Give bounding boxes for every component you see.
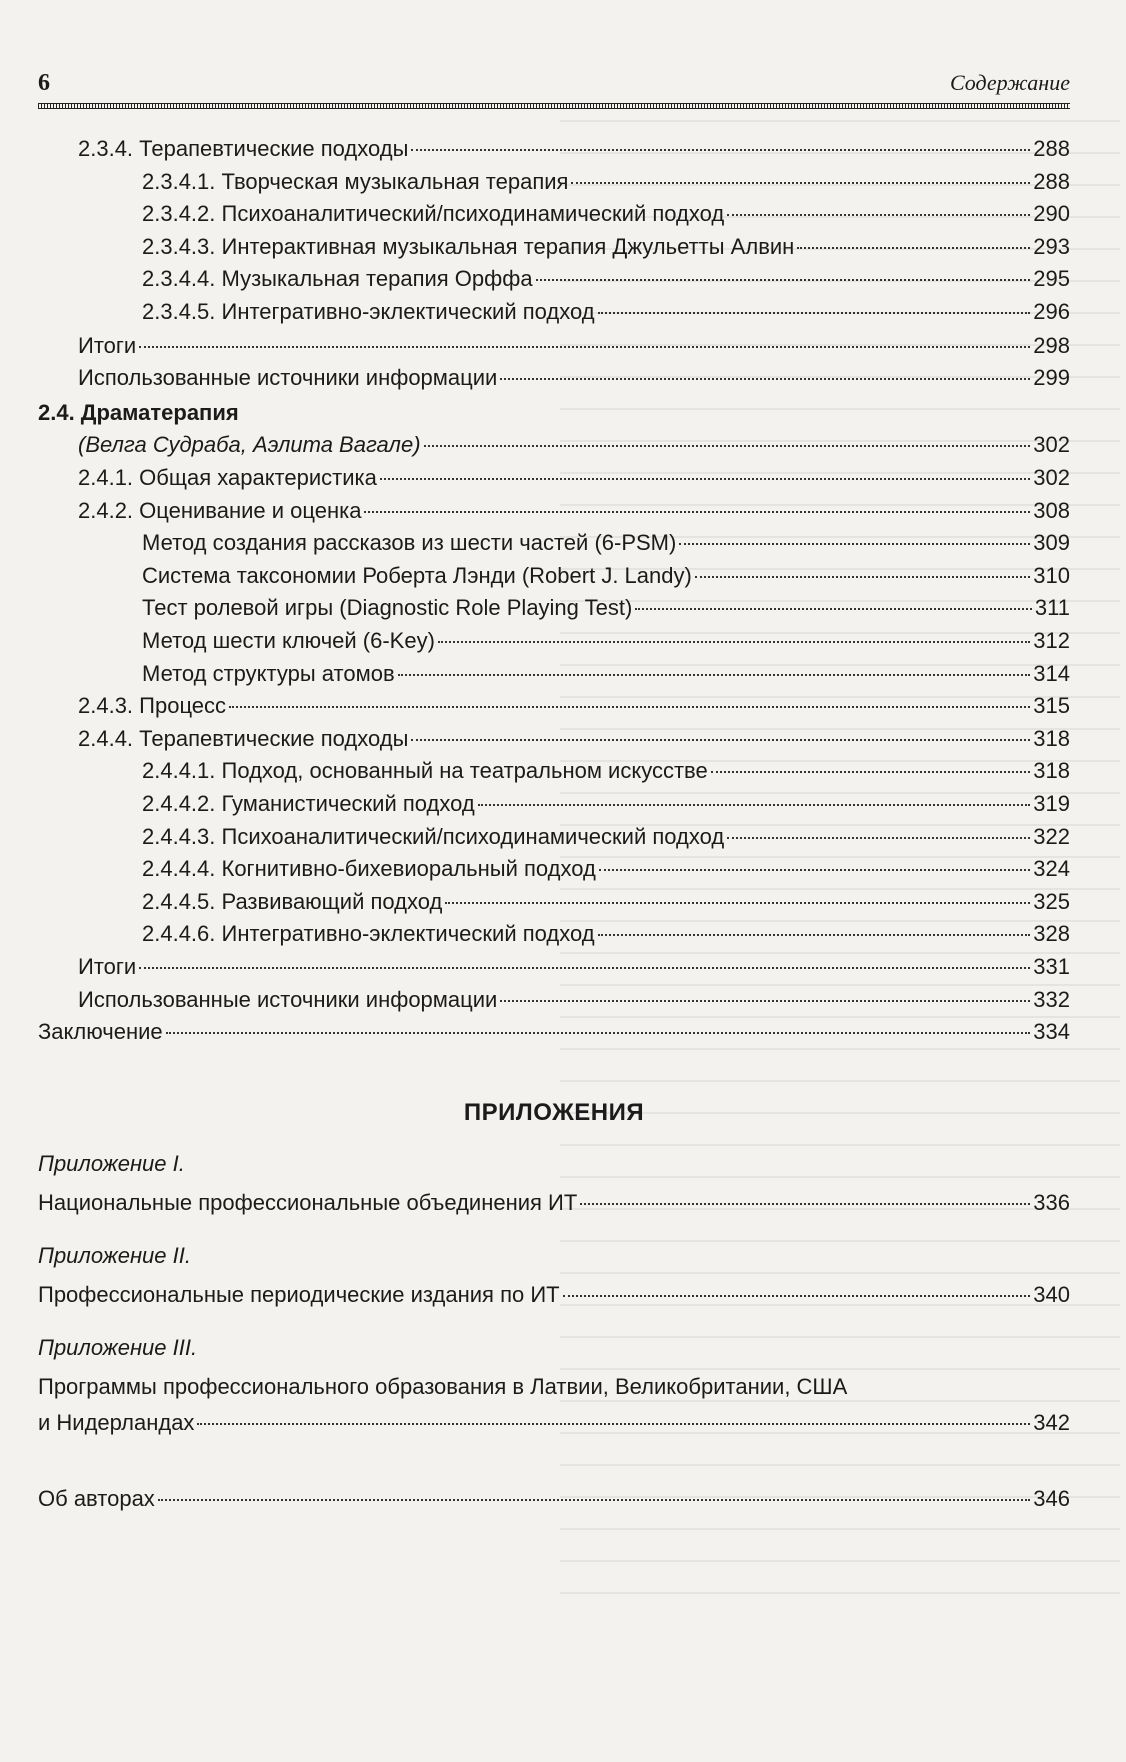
toc-entry-page: 312	[1033, 627, 1070, 653]
toc-entry-page: 346	[1033, 1485, 1070, 1511]
toc-leader-dots	[424, 445, 1031, 447]
toc-entry	[38, 625, 1070, 657]
toc-entry-label: 2.4.4. Терапевтические подходы	[78, 725, 409, 751]
toc-entry-page: 309	[1033, 530, 1070, 556]
toc-entry-page: 310	[1033, 562, 1070, 588]
toc-entry-page: 290	[1033, 201, 1070, 227]
toc-entry-page: 342	[1033, 1409, 1070, 1435]
toc-entry-label: и Нидерландах	[38, 1409, 195, 1435]
toc-leader-dots	[166, 1032, 1031, 1034]
toc-entry-label: Метод шести ключей (6-Key)	[142, 627, 435, 653]
toc-leader-dots	[411, 739, 1030, 741]
toc-entry-page: 288	[1033, 136, 1070, 161]
toc-entry-label: 2.3.4.3. Интерактивная музыкальная терапия Джульетты Алвин	[142, 233, 795, 259]
toc-entry	[38, 821, 1070, 853]
toc-entry-page: 318	[1033, 758, 1070, 784]
toc-leader-dots	[797, 247, 1030, 249]
toc-entry-label: Об авторах	[38, 1485, 155, 1511]
toc-entry	[38, 231, 1070, 263]
toc-entry	[38, 166, 1070, 198]
toc-leader-dots	[445, 902, 1030, 904]
toc-leader-dots	[563, 1295, 1031, 1297]
toc-entry-label: 2.4.2. Оценивание и оценка	[78, 497, 362, 523]
appendix-tag: Приложение I.	[38, 1150, 185, 1176]
toc-leader-dots	[380, 478, 1030, 480]
toc-entry-page: 319	[1033, 790, 1070, 816]
toc-entry-label: 2.4.4.1. Подход, основанный на театральном искусстве	[142, 758, 708, 784]
toc-entry-page: 302	[1033, 464, 1070, 490]
toc-entry-label: 2.4.4.4. Когнитивно-бихевиоральный подход	[142, 856, 596, 882]
toc-entry-label: Заключение	[38, 1019, 163, 1045]
toc-entry	[38, 1279, 1070, 1311]
toc-entry-label: 2.3.4.5. Интегративно-эклектический подход	[142, 299, 595, 324]
toc-entry-page: 295	[1033, 266, 1070, 292]
toc-entry	[38, 133, 1070, 165]
toc-entry-label: (Велга Судраба, Аэлита Вагале)	[78, 432, 421, 458]
toc-leader-dots	[398, 674, 1031, 676]
toc-entry-label: 2.4.1. Общая характеристика	[78, 464, 377, 490]
toc-leader-dots	[711, 771, 1031, 773]
page-number: 6	[38, 70, 50, 96]
toc-entry	[38, 918, 1070, 950]
toc-leader-dots	[478, 804, 1031, 806]
toc-entry-page: 302	[1033, 432, 1070, 458]
toc-entry	[38, 198, 1070, 230]
toc-entry-label: 2.3.4.1. Творческая музыкальная терапия	[142, 168, 569, 194]
toc-entry-page: 308	[1033, 497, 1070, 523]
toc-entry-page: 296	[1033, 299, 1070, 324]
toc-entry	[38, 592, 1070, 624]
toc-entry	[38, 951, 1070, 983]
toc-leader-dots	[500, 1000, 1030, 1002]
toc-entry	[38, 362, 1070, 394]
toc-entry	[38, 755, 1070, 787]
toc-entry	[38, 690, 1070, 722]
toc-entry-label: 2.4. Драматерапия	[38, 399, 239, 425]
toc-entry-label: 2.4.4.2. Гуманистический подход	[142, 790, 475, 816]
toc-entry-page: 328	[1033, 921, 1070, 947]
toc-entry-page: 322	[1033, 823, 1070, 849]
toc-entry	[38, 462, 1070, 494]
toc-leader-dots	[197, 1423, 1030, 1425]
toc-entry-label: 2.3.4. Терапевтические подходы	[78, 136, 409, 161]
toc-leader-dots	[500, 378, 1030, 380]
toc-entry	[38, 330, 1070, 362]
toc-entry	[38, 788, 1070, 820]
toc-entry-page: 299	[1033, 365, 1070, 391]
toc-entry	[38, 296, 1070, 328]
toc-entry-label: 2.4.4.5. Развивающий подход	[142, 888, 443, 914]
toc-leader-dots	[599, 869, 1030, 871]
toc-entry-label: 2.4.4.6. Интегративно-эклектический подход	[142, 921, 595, 947]
toc-entry-page: 298	[1033, 332, 1070, 358]
toc-entry-label: Профессиональные периодические издания по ИТ	[38, 1281, 560, 1307]
toc-leader-dots	[635, 608, 1032, 610]
running-title: Содержание	[949, 70, 1070, 95]
toc-entry-label: 2.3.4.2. Психоаналитический/психодинамический подход	[142, 201, 725, 227]
toc-entry	[38, 397, 1070, 429]
toc-entry-label: Метод структуры атомов	[142, 660, 395, 686]
toc-entry-label: Система таксономии Роберта Лэнди (Robert J. Landy)	[142, 562, 692, 588]
toc-leader-dots	[438, 641, 1030, 643]
toc-leader-dots	[571, 182, 1030, 184]
header-rule	[38, 103, 1070, 109]
toc-entry-page: 331	[1033, 953, 1070, 979]
toc-entry-label: Метод создания рассказов из шести частей (6-PSM)	[142, 530, 677, 556]
toc-entry	[38, 1371, 1070, 1403]
toc-entry	[38, 658, 1070, 690]
toc-entry	[38, 527, 1070, 559]
toc-entry-label: Использованные источники информации	[78, 365, 498, 391]
toc-entry-label: 2.4.4.3. Психоаналитический/психодинамический подход	[142, 823, 725, 849]
toc-entry	[38, 984, 1070, 1016]
toc-entry	[38, 723, 1070, 755]
toc-leader-dots	[598, 312, 1031, 314]
toc-entry-label: Итоги	[78, 332, 137, 358]
appendix-tag: Приложение II.	[38, 1242, 191, 1268]
toc-entry	[38, 429, 1070, 461]
toc-leader-dots	[158, 1499, 1030, 1501]
toc-leader-dots	[580, 1203, 1030, 1205]
toc-entry-label: Программы профессионального образования в Латвии, Великобритании, США	[38, 1373, 848, 1399]
toc-leader-dots	[411, 149, 1030, 151]
toc-entry-page: 325	[1033, 888, 1070, 914]
toc-entry-page: 336	[1033, 1189, 1070, 1215]
toc-leader-dots	[364, 511, 1030, 513]
toc-leader-dots	[727, 214, 1030, 216]
toc-entry-label: 2.3.4.4. Музыкальная терапия Орффа	[142, 266, 533, 292]
page-header	[38, 68, 1070, 108]
toc-entry	[38, 263, 1070, 295]
toc-entry	[38, 495, 1070, 527]
toc-entry-label: Использованные источники информации	[78, 986, 498, 1012]
appendices-heading: ПРИЛОЖЕНИЯ	[463, 1098, 645, 1126]
toc-entry	[38, 560, 1070, 592]
toc-entry-label: Национальные профессиональные объединения ИТ	[38, 1189, 578, 1215]
toc-entry	[38, 886, 1070, 918]
toc-entry	[38, 1016, 1070, 1048]
toc-entry-page: 311	[1034, 595, 1070, 621]
toc-entry-page: 288	[1033, 168, 1070, 194]
toc-leader-dots	[598, 934, 1031, 936]
toc-leader-dots	[139, 967, 1030, 969]
toc-leader-dots	[139, 346, 1030, 348]
toc-entry-page: 314	[1033, 660, 1070, 686]
toc-leader-dots	[229, 706, 1030, 708]
toc-entry-label: 2.4.3. Процесс	[78, 693, 227, 719]
toc-entry-page: 293	[1033, 233, 1070, 259]
toc-entry-page: 315	[1033, 693, 1070, 719]
toc-entry-page: 318	[1033, 725, 1070, 751]
appendix-tag: Приложение III.	[38, 1334, 198, 1360]
toc-entry	[38, 1483, 1070, 1515]
toc-entry-page: 334	[1033, 1019, 1070, 1045]
toc-leader-dots	[536, 279, 1031, 281]
toc-entry-page: 340	[1033, 1281, 1070, 1307]
toc-entry-page: 332	[1033, 986, 1070, 1012]
toc-entry-page: 324	[1033, 856, 1070, 882]
toc-entry	[38, 1187, 1070, 1219]
toc-leader-dots	[695, 576, 1030, 578]
toc-entry-label: Итоги	[78, 953, 137, 979]
toc-leader-dots	[679, 543, 1030, 545]
toc-leader-dots	[727, 837, 1030, 839]
toc-entry-label: Тест ролевой игры (Diagnostic Role Playing Test)	[142, 595, 633, 621]
toc-entry	[38, 853, 1070, 885]
toc-entry	[38, 1407, 1070, 1439]
